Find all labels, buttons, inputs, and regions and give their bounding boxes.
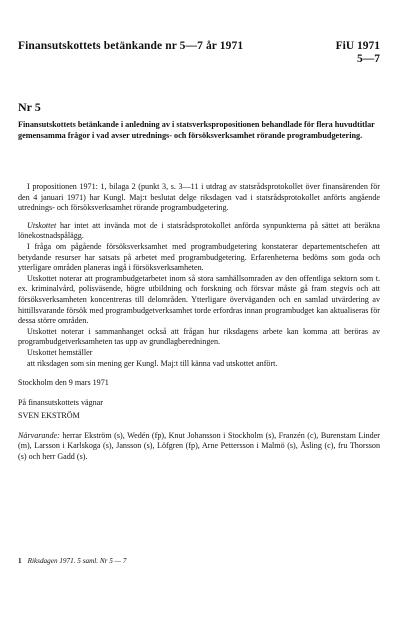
page-footer xyxy=(18,557,126,565)
paragraph-present-members xyxy=(18,431,380,463)
running-header-code xyxy=(336,40,380,66)
paragraph-proposal-intro: Utskottet hemställer xyxy=(27,347,93,357)
on-behalf-line: På finansutskottets vägnar xyxy=(18,397,103,407)
header-code-sub: 5—7 xyxy=(357,53,380,65)
footer-page-number: 1 xyxy=(18,557,22,565)
paragraph-committee-opinion xyxy=(18,221,380,242)
place-date: Stockholm den 9 mars 1971 xyxy=(18,378,109,388)
signature: SVEN EKSTRÖM xyxy=(18,411,80,421)
running-header-title: Finansutskottets betänkande nr 5—7 år 1971 xyxy=(18,40,244,52)
report-title: Finansutskottets betänkande i anledning av i statsverkspropositionen behandlade för flera huvudtitlar gemensamma frågor i vad avser utrednings- och försöksverksamhet rörande programbudgetering. xyxy=(18,120,375,140)
paragraph-lead-word: Utskottet xyxy=(27,220,57,230)
present-members-text: herrar Ekström (s), Wedén (fp), Knut Johansson i Stockholm (s), Franzén (c), Burenstam Linder (m), Larsson i Karlskoga (s), Jansson (s), Löfgren (fp), Arne Pettersson i Malmö (s), Åsling (c), fru Thorsson (s) och herr Gadd (s). xyxy=(18,430,380,462)
header-code: FiU 1971 xyxy=(335,40,380,52)
present-lead-word: Närvarande: xyxy=(18,430,60,440)
paragraph-text: har intet att invända mot de i statsrådsprotokollet anförda synpunkterna på sättet att beräkna lönekostnadspålägg. xyxy=(18,220,380,241)
paragraph-proposal: att riksdagen som sin mening ger Kungl. Maj:t till känna vad utskottet anfört. xyxy=(27,358,278,368)
report-body xyxy=(18,182,380,463)
report-number: Nr 5 xyxy=(18,100,41,114)
paragraph-programme-budget: Utskottet noterar att programbudgetarbetet inom så stora samhällsomraden av den offentliga sektorn som t. ex. kriminalvård, polisväsende, högre utbildning och forskning och försvar måste gå fram stegvis och att försöksverksamheten koncentreras till delområden. Ytterligare överväganden och en samlad utvärdering av hittillsvarande försök med programbudgetverksamhet torde erfordras innan programbudget kan aktualiseras för dessa större områden. xyxy=(18,273,380,326)
paragraph-proposition: I propositionen 1971: 1, bilaga 2 (punkt 3, s. 3—11 i utdrag av statsrådsprotokollet över finansärenden för den 4 januari 1971) har Kungl. Maj:t beslutat delge riksdagen vad i statsrådsprotokollet anförts angående utrednings- och försöksverksamhet rörande programbudgetering. xyxy=(18,182,380,213)
paragraph-trial-activity: I fråga om pågående försöksverksamhet med programbudgetering konstaterar departementschefen att betydande resurser har satsats på arbetet med programbudgetering. Erfarenheterna bedöms som goda och ytterligare områden planeras ingå i försöksverksamheten. xyxy=(18,241,380,273)
paragraph-parliament-work: Utskottet noterar i sammanhanget också att frågan hur riksdagens arbete kan komma att beröras av programbudgetverksamheten tas upp av grundlagberedningen. xyxy=(18,326,380,347)
footer-text: Riksdagen 1971. 5 saml. Nr 5 — 7 xyxy=(27,557,127,565)
